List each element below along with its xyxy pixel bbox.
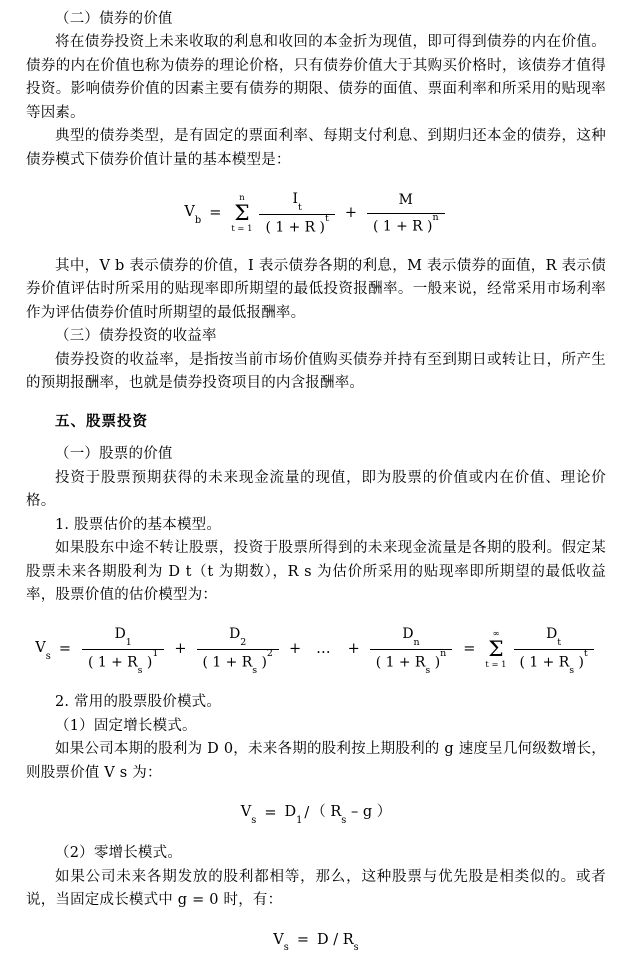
paragraph-zero-growth-1: 如果公司未来各期发放的股利都相等，那么，这种股票与优先股是相类似的。或者说，当固定成长模式中 g = 0 时，有： <box>26 868 606 909</box>
section-heading-stock-investment: 五、股票投资 <box>55 412 148 430</box>
formula-bond-value <box>26 188 606 238</box>
formula-cg-rhs: （ $R_s$ – g ） <box>311 804 392 827</box>
formula-zg-rhs: D / $R_s$ <box>316 931 359 953</box>
formula-stock-equals-2: = <box>463 640 476 657</box>
formula-cg-numerator: $D_1$ <box>284 804 303 827</box>
formula-bond-lhs: $V_b$ <box>184 204 202 226</box>
formula-stock-term2: $\frac{D_2}{( 1 + R_s )^2}$ <box>197 623 279 675</box>
formula-cg-equals: = <box>264 804 277 821</box>
subsection-heading-stock-price-models: 2. 常用的股票股价模式。 <box>55 694 222 711</box>
paragraph-bond-value-2: 典型的债券类型，是有固定的票面利率、每期支付利息、到期归还本金的债券，这种债券模式下债券价值计量的基本模型是： <box>26 128 606 168</box>
formula-zg-equals: = <box>296 932 309 949</box>
formula-stock-plus-2: + <box>288 640 302 657</box>
paragraph-stock-basic-model-1: 如果股东中途不转让股票，投资于股票所得到的未来现金流量是各期的股利。假定某股票未来各期股利为 D t（t 为期数），R s 为估价所采用的贴现率即所期望的最低收益率，股票价值的估价模型为： <box>26 540 606 603</box>
formula-zero-growth <box>26 929 606 953</box>
formula-bond-plus: + <box>344 204 357 221</box>
formula-bond-term1: $\frac{I_t}{( 1 + R )^t}$ <box>259 188 334 238</box>
formula-bond-term2: $\frac{M}{( 1 + R )^n}$ <box>367 189 445 238</box>
section-heading-bond-yield: （三）债券投资的收益率 <box>55 328 217 345</box>
section-heading-bond-value: （二）债券的价值 <box>55 11 173 27</box>
formula-zg-lhs: $V_s$ <box>273 931 289 953</box>
formula-stock-plus-1: + <box>174 640 187 657</box>
item-label-constant-growth: （1）固定增长模式。 <box>55 717 197 734</box>
paragraph-constant-growth-1: 如果公司本期的股利为 D 0，未来各期的股利按上期股利的 g 速度呈几何级数增长，则股票价值 V s 为： <box>26 741 606 781</box>
subsection-heading-stock-basic-model: 1. 股票估价的基本模型。 <box>55 516 222 533</box>
formula-bond-sigma: n Σ t = 1 <box>231 192 253 234</box>
item-label-zero-growth: （2）零增长模式。 <box>55 845 183 862</box>
paragraph-bond-formula-note: 其中，V b 表示债券的价值，I 表示债券各期的利息，M 表示债券的面值，R 表示债券价值评估时所采用的贴现率即所期望的最低投资报酬率。一般来说，经常采用市场利率作为评估债券价值时所期望的最低报酬率。 <box>26 257 606 321</box>
formula-stock-term4: $\frac{D_t}{( 1 + R_s )^t}$ <box>514 623 594 675</box>
subsection-heading-stock-value: （一）股票的价值 <box>55 446 173 463</box>
formula-constant-growth <box>26 801 606 826</box>
formula-stock-lhs: $V_s$ <box>35 639 51 662</box>
formula-stock-ellipsis: … <box>316 640 333 657</box>
formula-stock-equals: = <box>58 640 71 657</box>
formula-stock-term3: $\frac{D_n}{( 1 + R_s )^n}$ <box>370 623 452 675</box>
formula-stock-basic-model <box>26 623 606 675</box>
paragraph-stock-value-1: 投资于股票预期获得的未来现金流量的现值，即为股票的价值或内在价值、理论价格。 <box>26 469 606 510</box>
paragraph-bond-yield-1: 债券投资的收益率，是指按当前市场价值购买债券并持有至到期日或转让日，所产生的预期报酬率，也就是债券投资项目的内含报酬率。 <box>26 351 606 392</box>
formula-stock-sigma: ∞ Σ t = 1 <box>485 628 507 670</box>
formula-cg-slash: / <box>304 804 310 821</box>
formula-stock-plus-3: + <box>347 640 360 657</box>
paragraph-bond-value-1: 将在债券投资上未来收取的利息和收回的本金折为现值，即可得到债券的内在价值。债券的内在价值也称为债券的理论价格，只有债券价值大于其购买价格时，该债券才值得投资。影响债券价值的因素主要有债券的期限、债券的面值、票面利率和所采用的贴现率等因素。 <box>26 34 606 121</box>
formula-stock-term1: $\frac{D_1}{( 1 + R_s )^1}$ <box>82 623 164 675</box>
formula-bond-equals: = <box>209 204 222 221</box>
formula-cg-lhs: $V_s$ <box>240 804 257 827</box>
